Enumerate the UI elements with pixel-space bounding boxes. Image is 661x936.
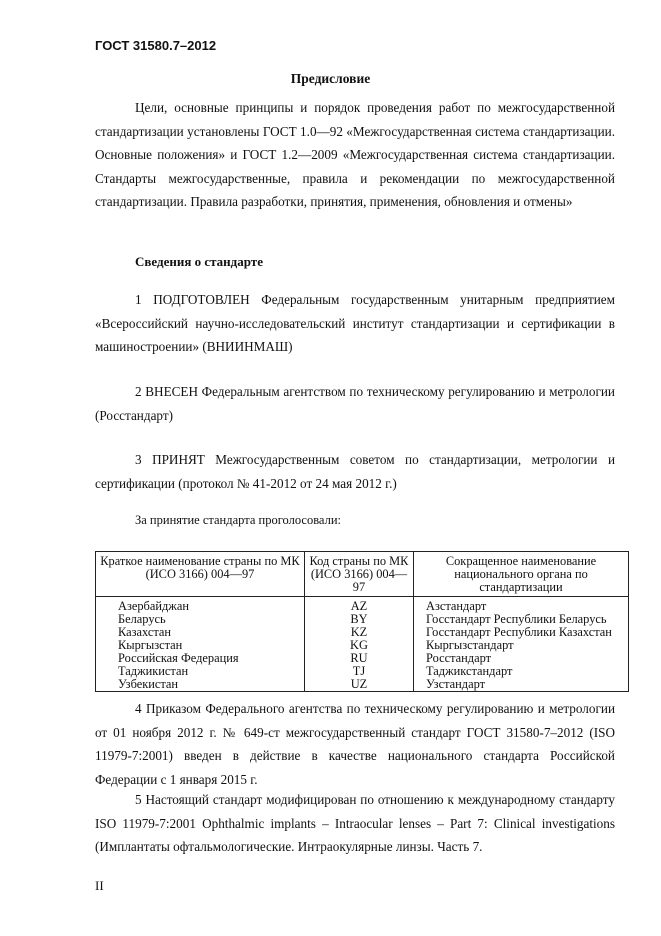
- country-code: KG: [305, 639, 414, 652]
- standards-body: Госстандарт Республики Казахстан: [414, 626, 629, 639]
- country-name: Кыргызстан: [96, 639, 305, 652]
- voting-countries-table: [95, 551, 629, 692]
- country-code: RU: [305, 652, 414, 665]
- table-row: [96, 678, 629, 692]
- country-name: Таджикистан: [96, 665, 305, 678]
- item-1-paragraph: 1 ПОДГОТОВЛЕН Федеральным государственным унитарным предприятием «Всероссийский научно-исследовательский институт стандартизации и сертификации в машиностроении» (ВНИИНМАШ): [95, 292, 615, 354]
- country-code: TJ: [305, 665, 414, 678]
- page-number: II: [95, 878, 104, 893]
- item-3-paragraph: 3 ПРИНЯТ Межгосударственным советом по стандартизации, метрологии и сертификации (протокол № 41-2012 от 24 мая 2012 г.): [95, 452, 615, 491]
- header-country-name: Краткое наименование страны по МК (ИСО 3166) 004—97: [96, 552, 305, 597]
- country-name: Узбекистан: [96, 678, 305, 692]
- standards-body: Госстандарт Республики Беларусь: [414, 613, 629, 626]
- country-code: AZ: [305, 597, 414, 614]
- preface-paragraph: Цели, основные принципы и порядок проведения работ по межгосударственной стандартизации установлены ГОСТ 1.0—92 «Межгосударственная система стандартизации. Основные положения» и ГОСТ 1.2—2009 «Межгосударственная система стандартизации. Стандарты межгосударственные, правила и рекомендации по межгосударственной стандартизации. Правила разработки, принятия, применения, обновления и отмены»: [95, 100, 615, 209]
- country-name: Российская Федерация: [96, 652, 305, 665]
- document-code: ГОСТ 31580.7–2012: [95, 38, 217, 53]
- country-code: UZ: [305, 678, 414, 692]
- country-name: Казахстан: [96, 626, 305, 639]
- table-row: [96, 597, 629, 614]
- standards-body: Азстандарт: [414, 597, 629, 614]
- preface-title: Предисловие: [290, 71, 371, 86]
- country-code: KZ: [305, 626, 414, 639]
- standards-body: Узстандарт: [414, 678, 629, 692]
- table-header-row: [96, 552, 629, 597]
- header-standards-body: Сокращенное наименование национального органа по стандартизации: [414, 552, 629, 597]
- item-2-paragraph: 2 ВНЕСЕН Федеральным агентством по техническому регулированию и метрологии (Росстандарт): [95, 384, 615, 423]
- country-name: Азербайджан: [96, 597, 305, 614]
- country-name: Беларусь: [96, 613, 305, 626]
- standards-body: Росстандарт: [414, 652, 629, 665]
- header-country-code: Код страны по МК (ИСО 3166) 004—97: [305, 552, 414, 597]
- country-code: BY: [305, 613, 414, 626]
- standards-body: Таджикстандарт: [414, 665, 629, 678]
- item-4-paragraph: 4 Приказом Федерального агентства по техническому регулированию и метрологии от 01 ноября 2012 г. № 649-ст межгосударственный стандарт ГОСТ 31580-7–2012 (ISO 11979-7:2001) введен в действие в качестве национального стандарта Российской Федерации с 1 января 2015 г.: [95, 701, 615, 787]
- standards-body: Кыргызстандарт: [414, 639, 629, 652]
- item-5-paragraph: 5 Настоящий стандарт модифицирован по отношению к международному стандарту ISO 11979-7:2001 Ophthalmic implants – Intraocular lenses – Part 7: Clinical investigations (Имплантаты офтальмологические. Интраокулярные линзы. Часть 7.: [95, 792, 615, 854]
- voted-caption: За принятие стандарта проголосовали:: [135, 513, 341, 527]
- standard-info-heading: Сведения о стандарте: [135, 254, 263, 269]
